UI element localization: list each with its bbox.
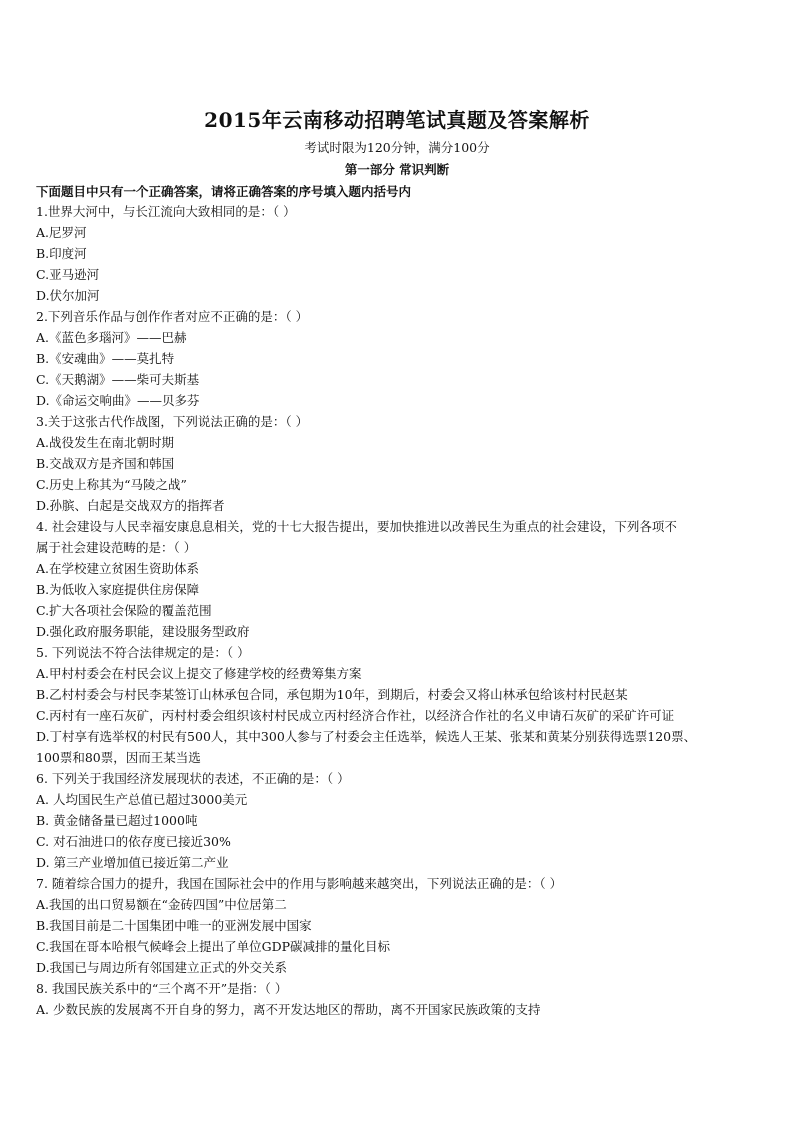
exam-time-limit: 考试时限为120分钟，满分100分	[304, 140, 490, 155]
question-line: 属于社会建设范畴的是：（ ）	[36, 540, 197, 555]
question-line: C.历史上称其为“马陵之战”	[36, 477, 187, 492]
question-line: C.我国在哥本哈根气候峰会上提出了单位GDP碳减排的量化目标	[36, 939, 391, 954]
question-line: 1.世界大河中，与长江流向大致相同的是：（ ）	[36, 204, 296, 219]
question-line: B.我国目前是二十国集团中唯一的亚洲发展中国家	[36, 918, 312, 933]
question-line: B.《安魂曲》——莫扎特	[36, 351, 175, 366]
question-line: A. 人均国民生产总值已超过3000美元	[36, 792, 248, 807]
question-line: A.尼罗河	[36, 225, 87, 240]
document-title: 2015年云南移动招聘笔试真题及答案解析	[204, 108, 590, 132]
question-line: 100票和80票，因而王某当选	[36, 750, 201, 765]
question-list	[36, 201, 760, 1020]
question-line: D. 第三产业增加值已接近第二产业	[36, 855, 229, 870]
question-line: B.为低收入家庭提供住房保障	[36, 582, 200, 597]
question-line: C.丙村有一座石灰矿，丙村村委会组织该村村民成立丙村经济合作社，以经济合作社的名义申请石灰矿的采矿许可证	[36, 708, 675, 723]
question-line: B. 黄金储备量已超过1000吨	[36, 813, 198, 828]
question-line: C. 对石油进口的依存度已接近30%	[36, 834, 231, 849]
question-line: C.亚马逊河	[36, 267, 100, 282]
question-line: D.伏尔加河	[36, 288, 100, 303]
question-line: 3.关于这张古代作战图，下列说法正确的是：（ ）	[36, 414, 309, 429]
question-line: 8. 我国民族关系中的“三个离不开”是指：（ ）	[36, 981, 288, 996]
question-line: 2.下列音乐作品与创作作者对应不正确的是：（ ）	[36, 309, 309, 324]
question-line: A.我国的出口贸易额在“金砖四国”中位居第二	[36, 897, 287, 912]
question-line: A. 少数民族的发展离不开自身的努力，离不开发达地区的帮助，离不开国家民族政策的支持	[36, 1002, 541, 1017]
question-line: C.《天鹅湖》——柴可夫斯基	[36, 372, 200, 387]
question-line: B.交战双方是齐国和韩国	[36, 456, 175, 471]
question-line: 4. 社会建设与人民幸福安康息息相关，党的十七大报告提出，要加快推进以改善民生为重点的社会建设，下列各项不	[36, 519, 677, 534]
question-line: A.在学校建立贫困生资助体系	[36, 561, 200, 576]
question-line: B.乙村村委会与村民李某签订山林承包合同，承包期为10年，到期后，村委会又将山林承包给该村村民赵某	[36, 687, 628, 702]
question-line: 5. 下列说法不符合法律规定的是：（ ）	[36, 645, 250, 660]
question-line: A.战役发生在南北朝时期	[36, 435, 175, 450]
question-line: D.我国已与周边所有邻国建立正式的外交关系	[36, 960, 288, 975]
question-line: D.孙膑、白起是交战双方的指挥者	[36, 498, 225, 513]
question-line: D.丁村享有选举权的村民有500人，其中300人参与了村委会主任选举，候选人王某、张某和黄某分别获得选票120票、	[36, 729, 697, 744]
question-line: A.《蓝色多瑙河》——巴赫	[36, 330, 187, 345]
instruction-text: 下面题目中只有一个正确答案，请将正确答案的序号填入题内括号内	[36, 184, 412, 199]
question-line: 6. 下列关于我国经济发展现状的表述，不正确的是：（ ）	[36, 771, 350, 786]
question-line: A.甲村村委会在村民会议上提交了修建学校的经费筹集方案	[36, 666, 362, 681]
question-line: D.《命运交响曲》——贝多芬	[36, 393, 200, 408]
question-line: D.强化政府服务职能，建设服务型政府	[36, 624, 250, 639]
question-line: B.印度河	[36, 246, 87, 261]
section-heading: 第一部分 常识判断	[344, 162, 450, 177]
question-line: 7. 随着综合国力的提升，我国在国际社会中的作用与影响越来越突出，下列说法正确的是：（ ）	[36, 876, 563, 891]
question-line: C.扩大各项社会保险的覆盖范围	[36, 603, 212, 618]
